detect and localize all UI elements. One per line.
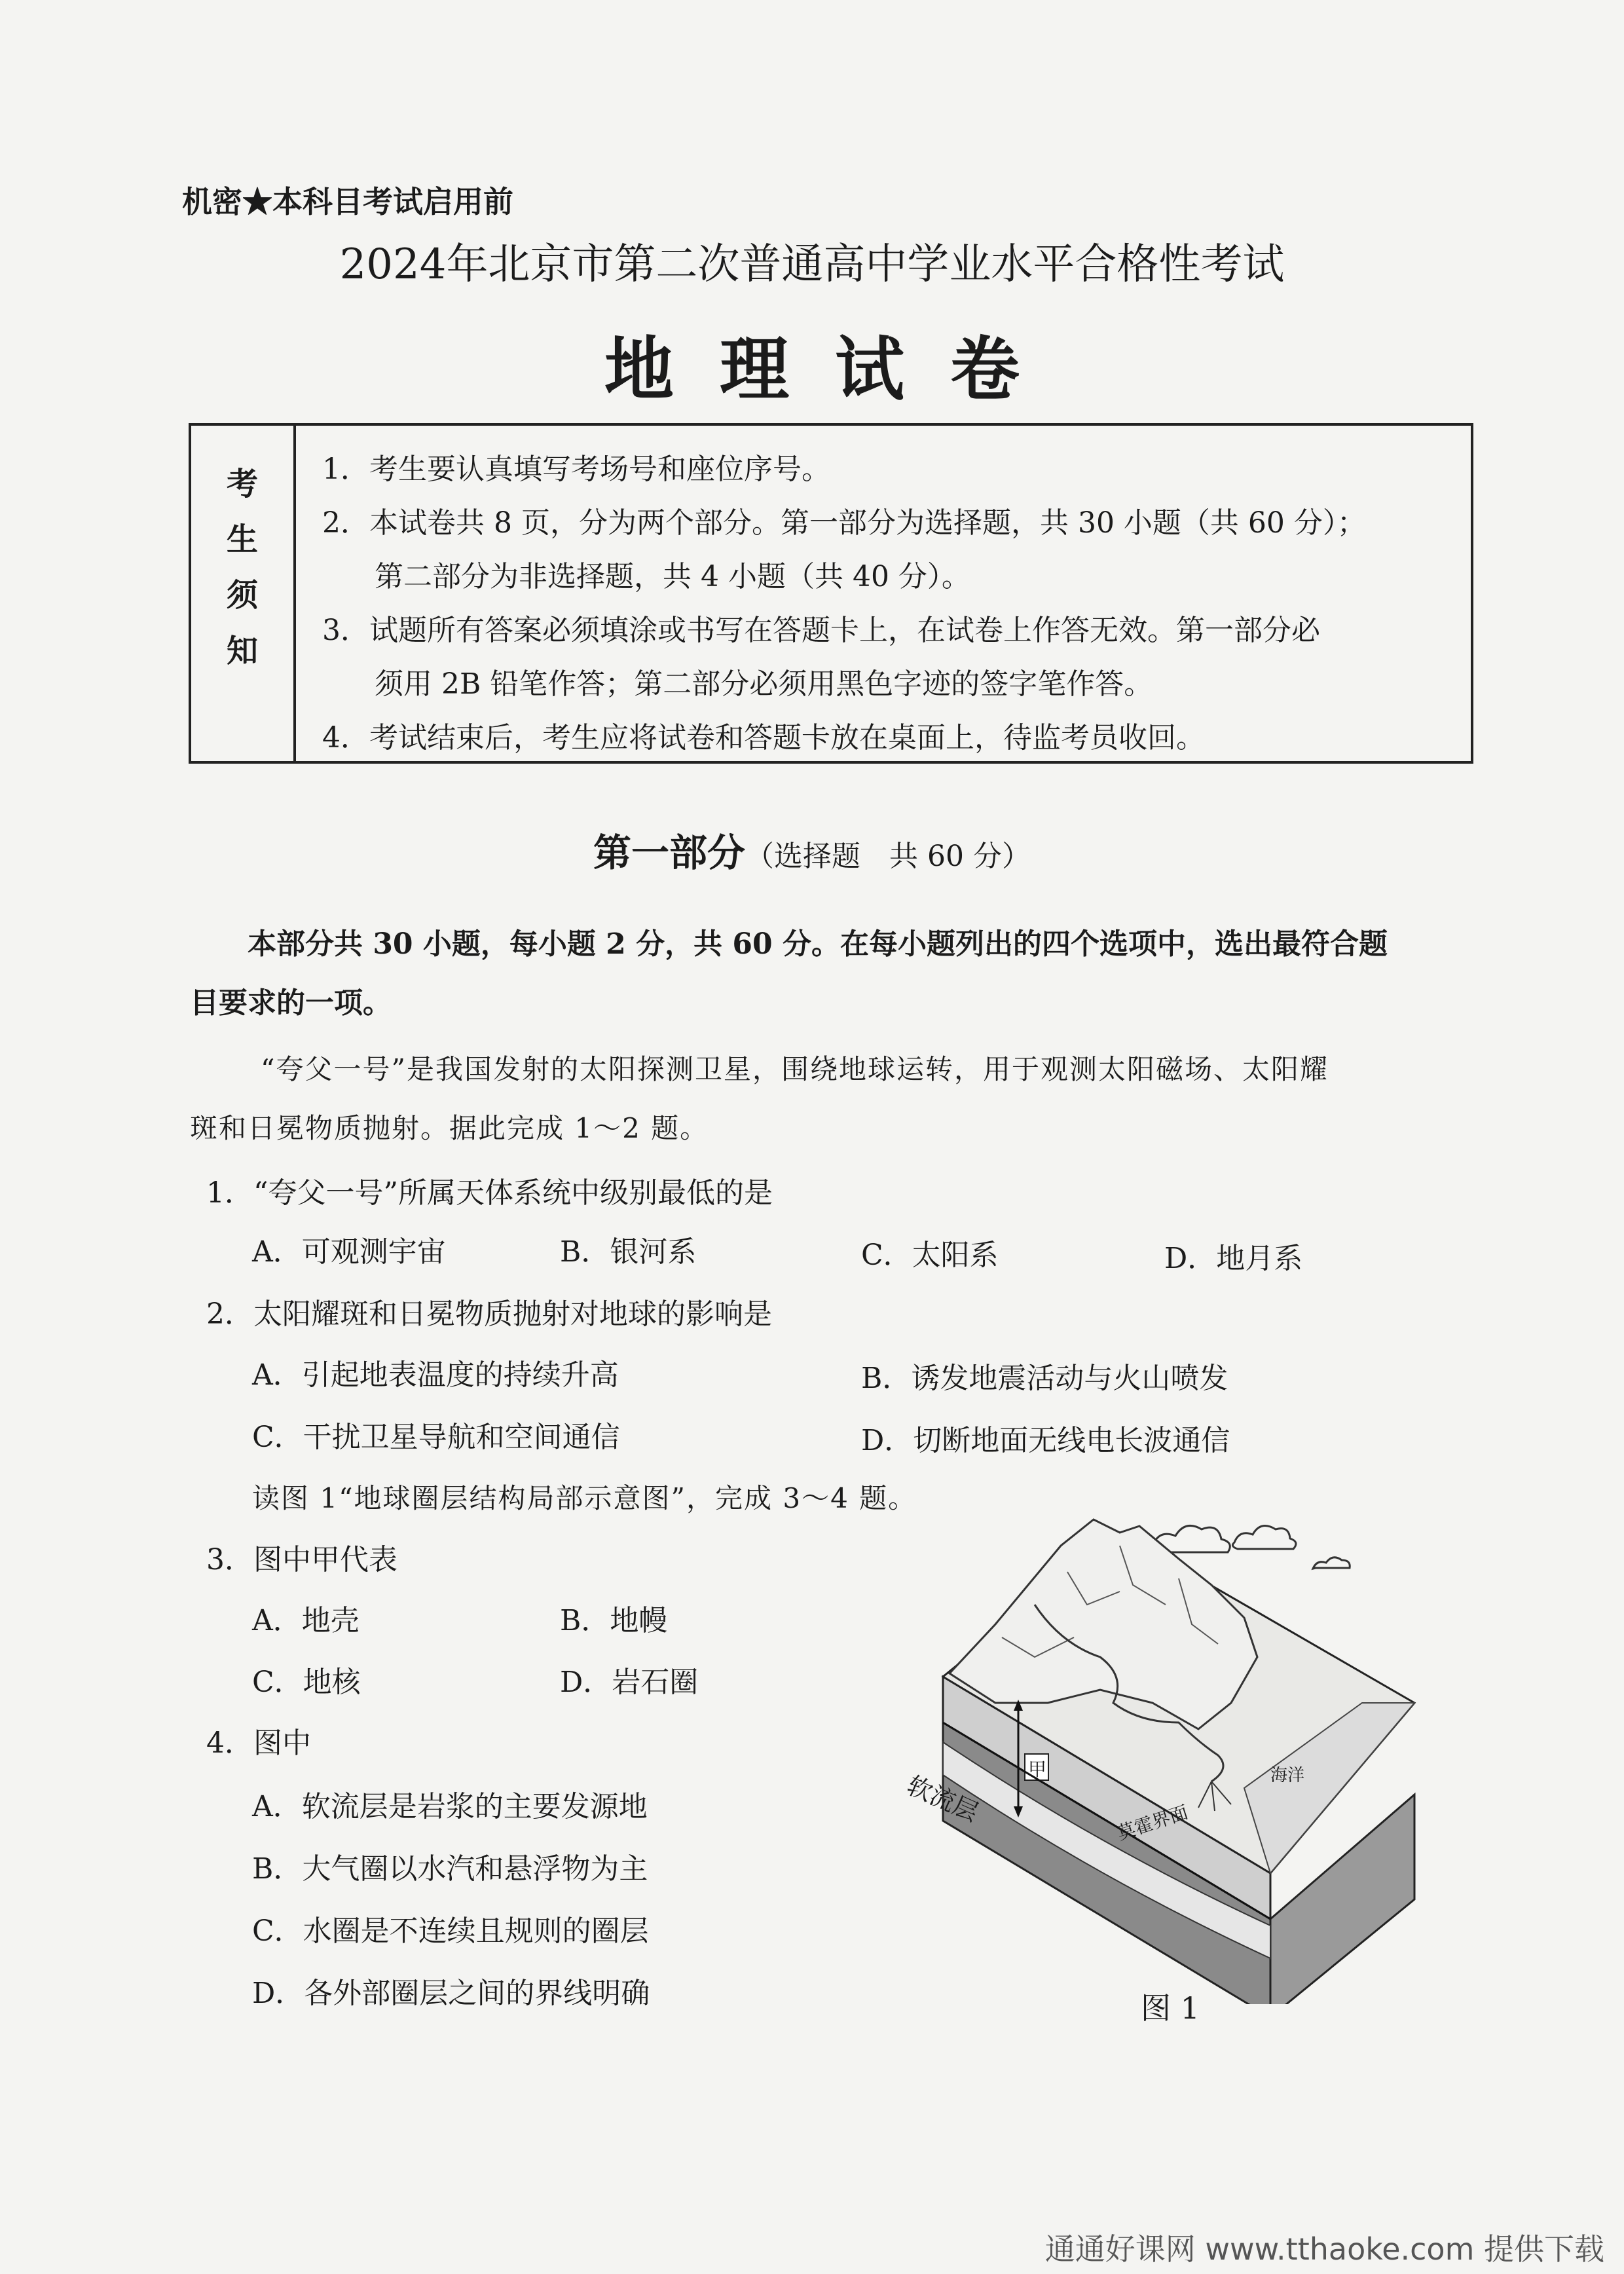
label-moho: 莫霍界面 — [1114, 1801, 1191, 1845]
figure-caption: 图 1 — [1141, 1990, 1200, 2026]
question-1-option-c: C．太阳系 — [861, 1239, 999, 1272]
notice-line: 1．考生要认真填写考场号和座位序号。 — [322, 453, 830, 486]
question-2-option-c: C．干扰卫星导航和空间通信 — [252, 1421, 620, 1454]
label-ocean: 海洋 — [1270, 1766, 1305, 1785]
material-kuafu: “夸父一号”是我国发射的太阳探测卫星，围绕地球运转，用于观测太阳磁场、太阳耀 — [261, 1053, 1329, 1085]
question-3-option-c: C．地核 — [252, 1666, 361, 1699]
subject-title: 地理试卷 — [604, 328, 1065, 410]
question-1-option-b: B．银河系 — [560, 1235, 697, 1269]
question-2-option-b: B．诱发地震活动与火山喷发 — [861, 1362, 1228, 1395]
part-one-heading: 第一部分 — [593, 830, 746, 875]
question-4-option-d: D．各外部圈层之间的界线明确 — [252, 1977, 650, 2010]
block-diagram-svg — [904, 1506, 1467, 2004]
question-3-option-a: A．地壳 — [252, 1604, 360, 1637]
question-1-option-d: D．地月系 — [1164, 1242, 1303, 1275]
notice-side-char: 考 — [226, 466, 258, 502]
question-4-option-b: B．大气圈以水汽和悬浮物为主 — [252, 1852, 648, 1886]
label-jia: 甲 — [1028, 1759, 1047, 1780]
notice-line: 4．考试结束后，考生应将试卷和答题卡放在桌面上，待监考员收回。 — [322, 721, 1205, 755]
exam-title: 2024年北京市第二次普通高中学业水平合格性考试 — [339, 240, 1285, 289]
question-4-option-c: C．水圈是不连续且规则的圈层 — [252, 1914, 649, 1948]
part-one-title — [0, 822, 1624, 877]
earth-sphere-diagram — [904, 1506, 1467, 2004]
question-4-option-a: A．软流层是岩浆的主要发源地 — [252, 1790, 648, 1823]
notice-line: 3．试题所有答案必须填涂或书写在答题卡上，在试卷上作答无效。第一部分必 — [322, 614, 1320, 647]
question-2-option-d: D．切断地面无线电长波通信 — [861, 1424, 1230, 1457]
question-4-stem: 4．图中 — [206, 1726, 311, 1760]
question-1-stem: 1．“夸父一号”所属天体系统中级别最低的是 — [206, 1176, 773, 1210]
question-1-option-a: A．可观测宇宙 — [252, 1235, 446, 1269]
notice-line: 须用 2B 铅笔作答；第二部分必须用黑色字迹的签字笔作答。 — [375, 667, 1153, 701]
question-2-stem: 2．太阳耀斑和日冕物质抛射对地球的影响是 — [206, 1297, 772, 1331]
notice-side-char: 知 — [226, 633, 258, 669]
notice-side-char: 生 — [226, 521, 258, 558]
question-2-option-a: A．引起地表温度的持续升高 — [252, 1358, 619, 1392]
secret-label: 机密★本科目考试启用前 — [182, 184, 513, 219]
material-figure-1: 读图 1“地球圈层结构局部示意图”，完成 3～4 题。 — [252, 1482, 917, 1514]
label-asthenosphere: 软流层 — [902, 1770, 983, 1827]
notice-side-label — [191, 426, 296, 761]
notice-line: 2．本试卷共 8 页，分为两个部分。第一部分为选择题，共 30 小题（共 60 分）； — [322, 506, 1366, 540]
question-3-option-b: B．地幔 — [560, 1604, 668, 1637]
candidate-notice-box — [189, 423, 1473, 764]
material-kuafu-cont: 斑和日冕物质抛射。据此完成 1～2 题。 — [190, 1112, 709, 1144]
part-one-intro-cont: 目要求的一项。 — [190, 986, 392, 1020]
watermark-footer: 通通好课网 www.tthaoke.com 提供下载 — [1044, 2231, 1604, 2267]
question-3-stem: 3．图中甲代表 — [206, 1543, 397, 1576]
question-3-option-d: D．岩石圈 — [560, 1666, 699, 1699]
notice-side-char: 须 — [226, 577, 258, 614]
notice-line: 第二部分为非选择题，共 4 小题（共 40 分）。 — [375, 560, 970, 593]
part-one-intro: 本部分共 30 小题，每小题 2 分，共 60 分。在每小题列出的四个选项中，选出最符合题 — [248, 927, 1388, 961]
part-one-subtitle: （选择题 共 60 分） — [745, 840, 1031, 873]
